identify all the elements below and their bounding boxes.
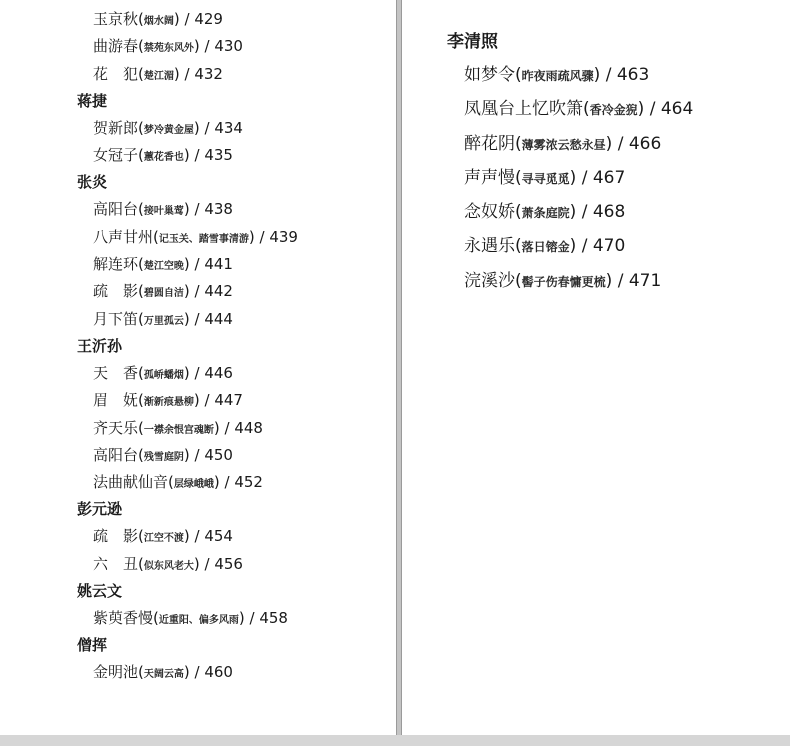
paren-open: ( — [515, 167, 522, 188]
toc-entry — [0, 360, 397, 387]
poem-title: 齐天乐 — [93, 418, 139, 437]
paren-open: ( — [138, 663, 144, 682]
poem-first-line: 楚江湄 — [143, 70, 174, 82]
page-number: 430 — [214, 37, 243, 56]
paren-close: ) / — [183, 282, 205, 301]
paren-open: ( — [138, 391, 144, 410]
paren-close: ) / — [213, 418, 235, 437]
paren-close: ) / — [605, 133, 629, 154]
poem-first-line: 江空不渡 — [143, 533, 184, 545]
author-heading: 蒋捷 — [77, 91, 108, 110]
paren-open: ( — [138, 146, 144, 165]
author-heading: 李清照 — [447, 32, 498, 52]
toc-entry — [0, 659, 397, 686]
paren-close: ) / — [605, 270, 629, 291]
toc-entry — [0, 224, 397, 251]
toc-entry — [0, 387, 397, 414]
toc-entry — [0, 605, 397, 632]
poem-title: 贺新郎 — [93, 118, 139, 137]
poem-title: 高阳台 — [93, 200, 139, 219]
paren-close: ) / — [637, 99, 661, 120]
toc-entry — [0, 278, 397, 305]
poem-first-line: 似东风老大 — [143, 560, 194, 572]
paren-close: ) / — [183, 200, 205, 219]
paren-close: ) / — [238, 609, 260, 628]
paren-close: ) / — [248, 227, 270, 246]
page-number: 463 — [616, 65, 650, 85]
author-heading: 僧挥 — [77, 636, 108, 655]
page-number: 432 — [194, 64, 223, 83]
poem-title: 月下笛 — [93, 309, 139, 328]
poem-first-line: 昨夜雨疏风骤 — [521, 69, 594, 83]
poem-first-line: 碧圆自洁 — [143, 288, 184, 300]
paren-close: ) / — [183, 663, 205, 682]
toc-entry — [401, 264, 790, 298]
poem-first-line: 髻子伤春慵更梳 — [521, 274, 606, 289]
page-number: 466 — [628, 133, 662, 154]
paren-open: ( — [153, 227, 159, 246]
paren-open: ( — [138, 282, 144, 301]
toc-entry — [401, 127, 790, 161]
toc-entry — [401, 229, 790, 263]
poem-title: 玉京秋 — [93, 10, 139, 28]
toc-entry — [0, 523, 397, 550]
poem-first-line: 禁苑东风外 — [143, 43, 194, 55]
page-number: 435 — [204, 146, 233, 165]
poem-first-line: 寻寻觅觅 — [521, 171, 570, 186]
page-number: 439 — [269, 227, 298, 246]
page-number: 456 — [214, 554, 243, 573]
paren-open: ( — [515, 270, 522, 291]
toc-entry — [401, 195, 790, 229]
poem-first-line: 楚江空晚 — [143, 261, 184, 273]
toc-entry — [0, 551, 397, 578]
page-number: 454 — [204, 527, 233, 546]
toc-entry — [0, 61, 397, 88]
toc-entry — [0, 115, 397, 142]
poem-title: 花 犯 — [93, 64, 139, 83]
paren-open: ( — [138, 527, 144, 546]
paren-open: ( — [138, 200, 144, 219]
paren-open: ( — [138, 418, 144, 437]
poem-title: 疏 影 — [93, 282, 139, 301]
poem-title: 声声慢 — [464, 167, 515, 188]
poem-first-line: 天阔云高 — [143, 669, 184, 681]
poem-title: 念奴娇 — [464, 202, 515, 223]
toc-entry — [0, 251, 397, 278]
paren-close: ) / — [183, 363, 205, 382]
paren-close: ) / — [193, 37, 215, 56]
poem-first-line: 烟水阔 — [143, 16, 174, 27]
poem-first-line: 渐新痕悬柳 — [143, 397, 194, 409]
poem-first-line: 接叶巢莺 — [143, 206, 184, 218]
toc-right-column — [401, 26, 790, 298]
poem-first-line: 孤峤蟠烟 — [143, 369, 184, 381]
paren-close: ) / — [193, 554, 215, 573]
paren-close: ) / — [183, 146, 205, 165]
poem-title: 凤凰台上忆吹箫 — [464, 99, 583, 120]
poem-title: 浣溪沙 — [464, 270, 515, 291]
paren-open: ( — [515, 236, 522, 257]
paren-close: ) / — [183, 527, 205, 546]
poem-first-line: 层绿峨峨 — [173, 479, 214, 491]
page-number: 446 — [204, 363, 233, 382]
paren-open: ( — [138, 10, 144, 28]
paren-close: ) / — [193, 118, 215, 137]
page-number: 429 — [194, 10, 223, 28]
poem-title: 八声甘州 — [93, 227, 154, 246]
poem-title: 永遇乐 — [464, 236, 515, 257]
paren-open: ( — [515, 65, 522, 85]
paren-open: ( — [138, 37, 144, 56]
paren-open: ( — [515, 133, 522, 154]
page-number: 452 — [234, 473, 263, 492]
page-number: 442 — [204, 282, 233, 301]
poem-first-line: 薄雾浓云愁永昼 — [521, 137, 606, 152]
poem-title: 金明池 — [93, 663, 139, 682]
page-number: 458 — [259, 609, 288, 628]
author-heading: 王沂孙 — [77, 336, 123, 355]
paren-open: ( — [138, 255, 144, 274]
paren-close: ) / — [569, 167, 593, 188]
paren-close: ) / — [183, 445, 205, 464]
author-heading: 张炎 — [77, 173, 108, 192]
paren-close: ) / — [593, 65, 617, 85]
toc-left-column — [0, 6, 397, 687]
poem-first-line: 落日镕金 — [521, 240, 570, 255]
poem-first-line: 近重阳、偏多风雨 — [158, 615, 239, 627]
page-number: 464 — [660, 99, 694, 120]
poem-title: 六 丑 — [93, 554, 139, 573]
poem-title: 天 香 — [93, 363, 139, 382]
paren-close: ) / — [569, 236, 593, 257]
paren-close: ) / — [213, 473, 235, 492]
toc-entry — [0, 6, 397, 33]
poem-first-line: 香冷金猊 — [589, 103, 638, 118]
page-number: 467 — [592, 167, 626, 188]
poem-title: 高阳台 — [93, 445, 139, 464]
paren-open: ( — [138, 554, 144, 573]
paren-open: ( — [168, 473, 174, 492]
toc-entry — [0, 196, 397, 223]
paren-close: ) / — [183, 309, 205, 328]
poem-first-line: 萧条庭院 — [521, 206, 570, 221]
poem-title: 疏 影 — [93, 527, 139, 546]
toc-entry — [0, 469, 397, 496]
poem-title: 法曲献仙音 — [93, 473, 169, 492]
poem-title: 如梦令 — [464, 65, 515, 85]
page-number: 471 — [628, 270, 662, 291]
paren-open: ( — [153, 609, 159, 628]
poem-title: 紫萸香慢 — [93, 609, 154, 628]
paren-close: ) / — [193, 391, 215, 410]
poem-title: 曲游春 — [93, 37, 139, 56]
page-number: 448 — [234, 418, 263, 437]
paren-open: ( — [138, 309, 144, 328]
page-number: 447 — [214, 391, 243, 410]
toc-entry — [401, 92, 790, 126]
paren-open: ( — [138, 64, 144, 83]
page-number: 450 — [204, 445, 233, 464]
author-heading: 姚云文 — [77, 582, 123, 601]
toc-entry — [401, 161, 790, 195]
page-number: 460 — [204, 663, 233, 682]
paren-open: ( — [138, 363, 144, 382]
poem-first-line: 梦冷黄金屋 — [143, 124, 194, 136]
page-number: 444 — [204, 309, 233, 328]
page-number: 470 — [592, 236, 626, 257]
page-number: 468 — [592, 202, 626, 223]
paren-close: ) / — [569, 202, 593, 223]
toc-entry — [0, 33, 397, 60]
page-number: 441 — [204, 255, 233, 274]
poem-title: 解连环 — [93, 255, 139, 274]
poem-title: 眉 妩 — [93, 391, 139, 410]
paren-open: ( — [515, 202, 522, 223]
toc-entry — [0, 415, 397, 442]
poem-first-line: 残雪庭阴 — [143, 451, 184, 463]
toc-entry — [401, 58, 790, 92]
poem-title: 醉花阴 — [464, 133, 515, 154]
paren-open: ( — [138, 445, 144, 464]
bottom-edge-shadow — [0, 735, 790, 746]
toc-entry — [0, 306, 397, 333]
toc-entry — [0, 142, 397, 169]
paren-close: ) / — [183, 255, 205, 274]
poem-first-line: 蕙花香也 — [143, 152, 184, 164]
paren-open: ( — [138, 118, 144, 137]
paren-close: ) / — [173, 10, 195, 28]
page-number: 438 — [204, 200, 233, 219]
toc-entry — [0, 442, 397, 469]
poem-first-line: 万里孤云 — [143, 315, 184, 327]
paren-close: ) / — [173, 64, 195, 83]
author-heading: 彭元逊 — [77, 500, 123, 519]
poem-first-line: 记玉关、踏雪事清游 — [158, 233, 249, 245]
poem-title: 女冠子 — [93, 146, 139, 165]
page-number: 434 — [214, 118, 243, 137]
paren-open: ( — [583, 99, 590, 120]
poem-first-line: 一襟余恨宫魂断 — [143, 424, 214, 436]
